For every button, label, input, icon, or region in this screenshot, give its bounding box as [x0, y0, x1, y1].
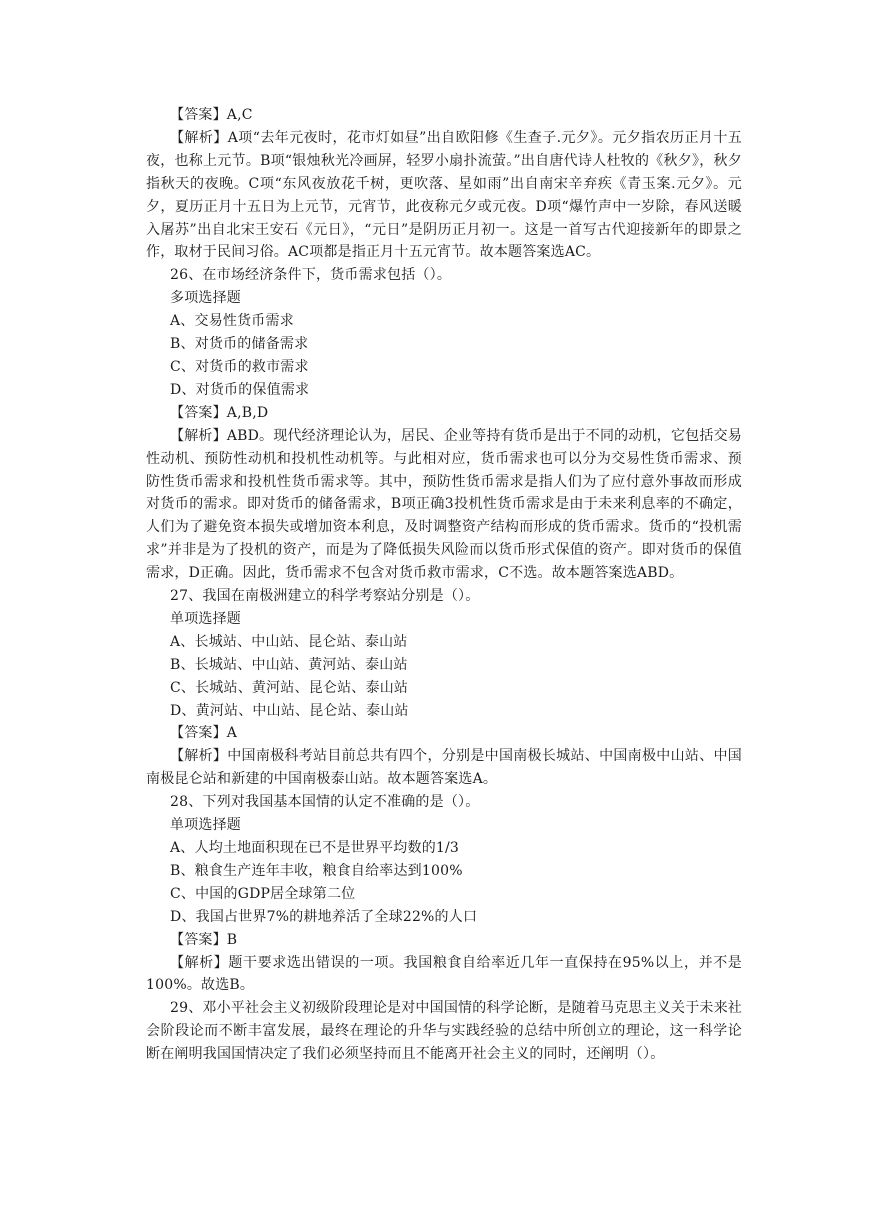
q26-option-d: D、对货币的保值需求 — [170, 381, 310, 398]
q26-analysis: 【解析】ABD。现代经济理论认为，居民、企业等持有货币是出于不同的动机，它包括交易性动机、预防性动机和投机性动机等。与此相对应，货币需求也可以分为交易性货币需求、预防性货币需求和投机性货币需求等。其中，预防性货币需求是指人们为了应付意外事故而形成对货币的需求。即对货币的储备需求，B项正确3投机性货币需求是由于未来利息率的不确定，人们为了避免资本损失或增加资本利息，及时调整资产结构而形成的货币需求。货币的“投机需求”并非是为了投机的资产，而是为了降低损失风险而以货币形式保值的资产。即对货币的保值需求，D正确。因此，货币需求不包含对货币救市需求，C不选。故本题答案选ABD。 — [146, 427, 742, 582]
document-page — [146, 104, 742, 1066]
q28-analysis: 【解析】题干要求选出错误的一项。我国粮食自给率近几年一直保持在95%以上，并不是100%。故选B。 — [146, 954, 742, 994]
q27-option-a: A、长城站、中山站、昆仑站、泰山站 — [170, 633, 408, 650]
q27-option-d: D、黄河站、中山站、昆仑站、泰山站 — [170, 702, 409, 719]
q27-analysis: 【解析】中国南极科考站目前总共有四个，分别是中国南极长城站、中国南极中山站、中国南极昆仑站和新建的中国南极泰山站。故本题答案选A。 — [146, 748, 742, 788]
q29-question: 29、邓小平社会主义初级阶段理论是对中国国情的科学论断，是随着马克思主义关于未来社会阶段论而不断丰富发展，最终在理论的升华与实践经验的总结中所创立的理论，这一科学论断在阐明我国国情决定了我们必须坚持而且不能离开社会主义的同时，还阐明（）。 — [146, 1000, 743, 1063]
q27-question: 27、我国在南极洲建立的科学考察站分别是（）。 — [170, 588, 480, 605]
q26-option-c: C、对货币的救市需求 — [170, 358, 309, 375]
q26-type: 多项选择题 — [170, 290, 241, 307]
q28-option-a: A、人均土地面积现在已不是世界平均数的1/3 — [170, 840, 460, 856]
q27-option-c: C、长城站、黄河站、昆仑站、泰山站 — [170, 679, 409, 696]
q28-type: 单项选择题 — [170, 817, 241, 834]
q26-option-b: B、对货币的储备需求 — [170, 336, 309, 353]
q28-option-d: D、我国占世界7%的耕地养活了全球22%的人口 — [170, 908, 478, 925]
q26-answer: 【答案】A,B,D — [170, 404, 269, 421]
q25-analysis: 【解析】A项“去年元夜时，花市灯如昼”出自欧阳修《生查子.元夕》。元夕指农历正月十五夜，也称上元节。B项“银烛秋光冷画屏，轻罗小扇扑流萤。”出自唐代诗人杜牧的《秋夕》，秋夕指秋天的夜晚。C项“东风夜放花千树，更吹落、星如雨”出自南宋辛弃疾《青玉案.元夕》。元夕，夏历正月十五日为上元节，元宵节，此夜称元夕或元夜。D项“爆竹声中一岁除，春风送暖入屠苏”出自北宋王安石《元日》，“元日”是阴历正月初一。这是一首写古代迎接新年的即景之作，取材于民间习俗。AC项都是指正月十五元宵节。故本题答案选AC。 — [146, 129, 742, 261]
q28-option-b: B、粮食生产连年丰收，粮食自给率达到100% — [170, 862, 463, 879]
q28-option-c: C、中国的GDP居全球第二位 — [170, 885, 356, 902]
q26-question: 26、在市场经济条件下，货币需求包括（）。 — [170, 267, 452, 284]
q27-type: 单项选择题 — [170, 610, 241, 627]
q26-option-a: A、交易性货币需求 — [170, 313, 294, 330]
q27-option-b: B、长城站、中山站、黄河站、泰山站 — [170, 656, 408, 673]
q27-answer: 【答案】A — [170, 725, 238, 742]
q25-answer: 【答案】A,C — [170, 107, 253, 123]
q28-answer: 【答案】B — [170, 931, 238, 948]
q28-question: 28、下列对我国基本国情的认定不准确的是（）。 — [170, 794, 480, 811]
